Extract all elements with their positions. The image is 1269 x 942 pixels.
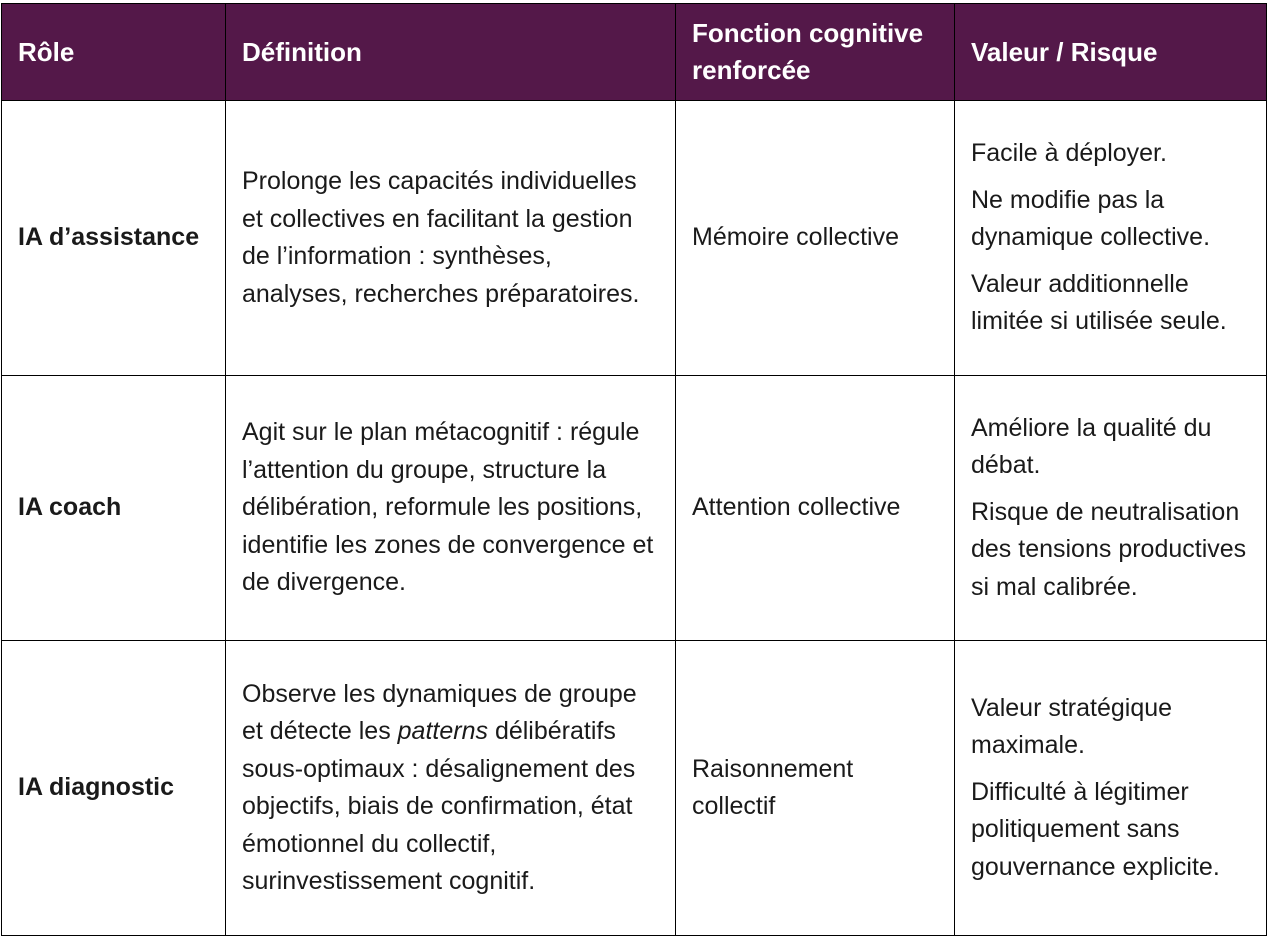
- definition-emphasis: patterns: [397, 717, 488, 745]
- header-role: Rôle: [2, 4, 226, 101]
- valeur-line: Ne modifie pas la dynamique collective.: [971, 185, 1211, 252]
- valeur-line: Améliore la qualité du débat.: [971, 413, 1212, 480]
- valeur-cell: [955, 101, 1267, 376]
- valeur-cell: [955, 641, 1267, 936]
- table-row: [2, 641, 1267, 936]
- valeur-line: Valeur stratégique maximale.: [971, 693, 1173, 760]
- valeur-line: Valeur additionnelle limitée si utilisée seule.: [971, 269, 1227, 336]
- definition-cell: Prolonge les capacités individuelles et collectives en facilitant la gestion de l’information : synthèses, analyses, recherches préparatoires.: [226, 101, 676, 376]
- valeur-line: Facile à déployer.: [971, 139, 1167, 168]
- valeur-line: Risque de neutralisation des tensions productives si mal calibrée.: [971, 497, 1247, 601]
- fonction-cell: Attention collective: [676, 376, 955, 641]
- fonction-cell: Raisonnement collectif: [676, 641, 955, 936]
- role-cell: IA diagnostic: [2, 641, 226, 936]
- header-fonction: Fonction cognitive renforcée: [676, 4, 955, 101]
- header-row: [2, 4, 1267, 101]
- role-cell: IA d’assistance: [2, 101, 226, 376]
- fonction-cell: Mémoire collective: [676, 101, 955, 376]
- valeur-cell: [955, 376, 1267, 641]
- definition-cell: Agit sur le plan métacognitif : régule l’attention du groupe, structure la délibération, reformule les positions, identifie les zones de convergence et de divergence.: [226, 376, 676, 641]
- role-cell: IA coach: [2, 376, 226, 641]
- header-definition: Définition: [226, 4, 676, 101]
- table-row: [2, 101, 1267, 376]
- table-row: [2, 376, 1267, 641]
- definition-cell: [226, 641, 676, 936]
- definition-text-end: délibératifs sous-optimaux : désalignement des objectifs, biais de confirmation, état émotionnel du collectif, surinvestissement cognitif.: [242, 717, 636, 895]
- valeur-line: Difficulté à légitimer politiquement sans gouvernance explicite.: [971, 777, 1220, 881]
- header-valeur: Valeur / Risque: [955, 4, 1267, 101]
- definition-text-start: Observe les dynamiques de groupe et détecte les: [242, 679, 637, 745]
- roles-table: [1, 3, 1267, 936]
